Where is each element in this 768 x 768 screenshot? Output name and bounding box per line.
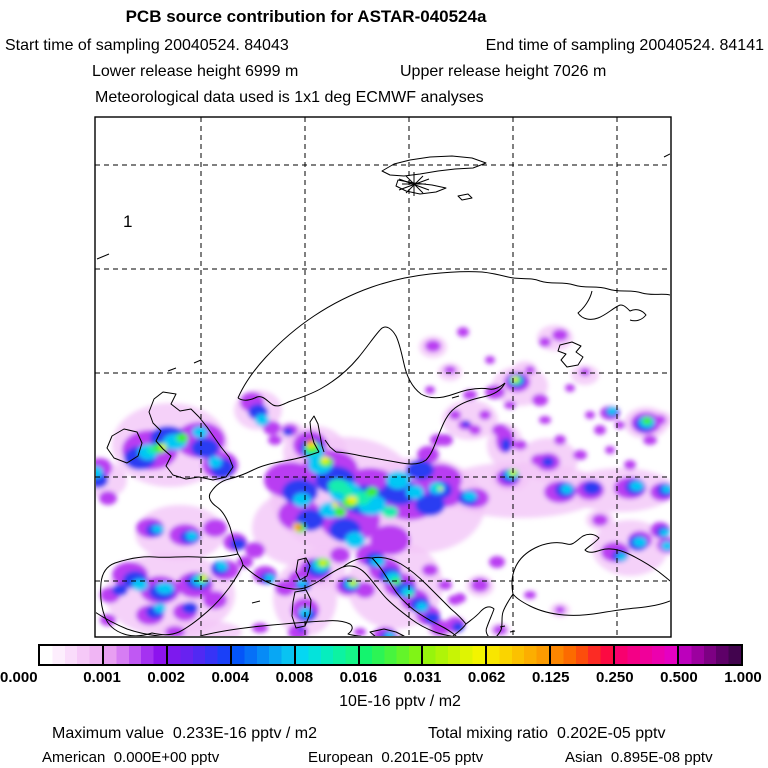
colorbar-tick-label: 0.002: [147, 669, 185, 686]
blue-plume-blob: [182, 602, 198, 614]
colorbar-tick-label: 0.250: [596, 669, 634, 686]
colorbar-segment: [294, 646, 358, 664]
purple-plume-blob: [524, 591, 536, 599]
purple-plume-blob: [539, 416, 551, 424]
colorbar-tick-label: 1.000: [724, 669, 762, 686]
cyan-plume-blob: [255, 414, 269, 426]
upper-release-text: Upper release height 7026 m: [400, 63, 607, 80]
black-sea-south-coast: [513, 594, 670, 615]
blue-plume-blob: [191, 438, 219, 458]
yellow-plume-blob: [321, 456, 329, 464]
purple-plume-blob: [539, 337, 551, 347]
colorbar-segment: [677, 646, 741, 664]
start-time-text: Start time of sampling 20040524. 84043: [5, 37, 289, 54]
lower-release-text: Lower release height 6999 m: [92, 63, 299, 80]
colorbar-unit-label: 10E-16 pptv / m2: [339, 693, 461, 710]
purple-plume-blob: [479, 410, 491, 420]
cyan-plume-blob: [463, 491, 477, 501]
yellow-plume-blob: [320, 560, 326, 566]
purple-plume-blob: [489, 556, 505, 568]
teal-plume-blob: [340, 486, 354, 496]
purple-plume-blob: [422, 564, 438, 576]
colorbar-tick-labels: [0, 669, 768, 687]
purple-plume-blob: [330, 547, 350, 563]
green-plume-blob: [393, 579, 401, 585]
yellow-plume-blob: [332, 502, 338, 508]
cyan-plume-blob: [208, 456, 222, 468]
end-time-text: End time of sampling 20040524. 84141: [485, 37, 764, 54]
yellow-plume-blob: [347, 496, 357, 504]
colorbar: [38, 644, 743, 666]
purple-plume-blob: [555, 606, 565, 614]
cyan-plume-blob: [633, 537, 647, 547]
cyan-plume-blob: [186, 531, 198, 541]
purple-plume-blob: [245, 542, 265, 558]
green-plume-blob: [176, 433, 188, 443]
colorbar-segment: [40, 646, 102, 664]
svalbard-coast: [382, 156, 486, 176]
teal-plume-blob: [406, 591, 414, 597]
purple-plume-blob: [203, 591, 227, 609]
page-title: PCB source contribution for ASTAR-040524a: [125, 7, 487, 26]
blue-plume-blob: [462, 421, 470, 427]
colorbar-segment: [358, 646, 422, 664]
met-data-text: Meteorological data used is 1x1 deg ECMWF analyses: [95, 89, 484, 106]
colorbar-tick-label: 0.001: [83, 669, 121, 686]
cyan-plume-blob: [293, 493, 311, 507]
colorbar-tick-label: 0.031: [403, 669, 442, 686]
teal-plume-blob: [382, 506, 398, 518]
colorbar-segment: [549, 646, 613, 664]
purple-plume-blob: [425, 340, 441, 352]
purple-plume-blob: [513, 440, 527, 450]
purple-plume-blob: [552, 329, 568, 341]
colorbar-segment: [613, 646, 677, 664]
colorbar-tick-label: 0.500: [660, 669, 698, 686]
purple-plume-blob: [594, 425, 606, 435]
green-plume-blob: [642, 417, 652, 425]
cyan-plume-blob: [152, 525, 164, 533]
colorbar-segment: [102, 646, 166, 664]
asian-contribution-text: Asian 0.895E-08 pptv: [565, 749, 713, 766]
white-sea: [578, 291, 646, 321]
colorbar-segment: [485, 646, 549, 664]
colorbar-tick-label: 0.062: [467, 669, 506, 686]
blue-plume-blob: [283, 428, 293, 436]
purple-plume-blob: [580, 368, 590, 376]
yellow-plume-blob: [439, 487, 443, 491]
purple-plume-blob: [425, 386, 435, 394]
cyan-plume-blob: [89, 466, 103, 478]
blue-plume-blob: [542, 457, 554, 467]
hebrides: [168, 360, 201, 371]
blue-plume-blob: [452, 622, 464, 632]
purple-plume-blob: [643, 435, 657, 445]
svalbard-islet: [458, 194, 472, 200]
red-plume-blob: [297, 526, 301, 530]
cyan-plume-blob: [216, 561, 228, 571]
colorbar-segment: [166, 646, 230, 664]
cyan-plume-blob: [561, 484, 573, 494]
purple-plume-blob: [448, 595, 462, 605]
purple-plume-blob: [165, 626, 185, 638]
cyan-plume-blob: [386, 471, 410, 489]
purple-plume-blob: [203, 519, 227, 537]
colorbar-tick-label: 0.000: [0, 669, 38, 686]
grid-zone-label: 1: [123, 212, 133, 231]
yellow-plume-blob: [201, 575, 207, 581]
blue-plume-blob: [501, 438, 511, 452]
purple-plume-blob: [471, 578, 489, 592]
purple-plume-blob: [99, 491, 117, 505]
green-plume-blob: [334, 507, 346, 517]
cyan-plume-blob: [345, 532, 365, 548]
purple-plume-blob: [252, 623, 268, 633]
purple-plume-blob: [565, 384, 575, 392]
purple-plume-blob: [654, 415, 666, 425]
cyan-plume-blob: [416, 602, 428, 612]
purple-plume-blob: [457, 327, 469, 337]
total-mixing-ratio-text: Total mixing ratio 0.202E-05 pptv: [428, 725, 666, 742]
purple-plume-blob: [354, 628, 366, 636]
jan-mayen: [97, 254, 109, 259]
purple-plume-blob: [554, 435, 566, 445]
purple-plume-blob: [504, 401, 516, 409]
purple-plume-blob: [485, 356, 495, 364]
red-plume-blob: [308, 439, 312, 443]
american-contribution-text: American 0.000E+00 pptv: [42, 749, 220, 766]
colorbar-tick-label: 0.004: [211, 669, 250, 686]
colorbar-segment: [421, 646, 485, 664]
cyan-plume-blob: [607, 407, 617, 415]
cyan-plume-blob: [192, 426, 208, 438]
purple-plume-blob: [605, 446, 615, 454]
cyan-plume-blob: [154, 603, 166, 613]
blue-plume-blob: [112, 584, 128, 596]
cyan-plume-blob: [385, 632, 395, 640]
purple-plume-blob: [624, 460, 636, 470]
maximum-value-text: Maximum value 0.233E-16 pptv / m2: [52, 725, 318, 742]
colorbar-segment: [230, 646, 294, 664]
purple-plume-blob: [492, 424, 508, 436]
purple-plume-blob: [237, 556, 253, 568]
colorbar-tick-label: 0.016: [339, 669, 378, 686]
purple-plume-blob: [532, 394, 548, 406]
purple-plume-blob: [437, 434, 453, 446]
cyan-plume-blob: [660, 529, 670, 537]
cyan-plume-blob: [156, 582, 174, 594]
estonia-islands: [452, 396, 459, 398]
purple-plume-blob: [268, 435, 282, 445]
cyan-plume-blob: [630, 481, 644, 491]
european-contribution-text: European 0.201E-05 pptv: [308, 749, 484, 766]
purple-plume-blob: [592, 514, 608, 526]
colorbar-tick-label: 0.008: [275, 669, 314, 686]
arctic-islet: [664, 154, 670, 157]
purple-plume-blob: [573, 450, 587, 460]
blue-plume-blob: [583, 481, 601, 495]
colorbar-tick-label: 0.125: [531, 669, 570, 686]
balearic-islands: [252, 601, 260, 603]
blue-plume-blob: [230, 538, 246, 550]
purple-plume-blob: [585, 411, 595, 419]
cyan-plume-blob: [617, 553, 627, 561]
green-plume-blob: [366, 487, 378, 497]
